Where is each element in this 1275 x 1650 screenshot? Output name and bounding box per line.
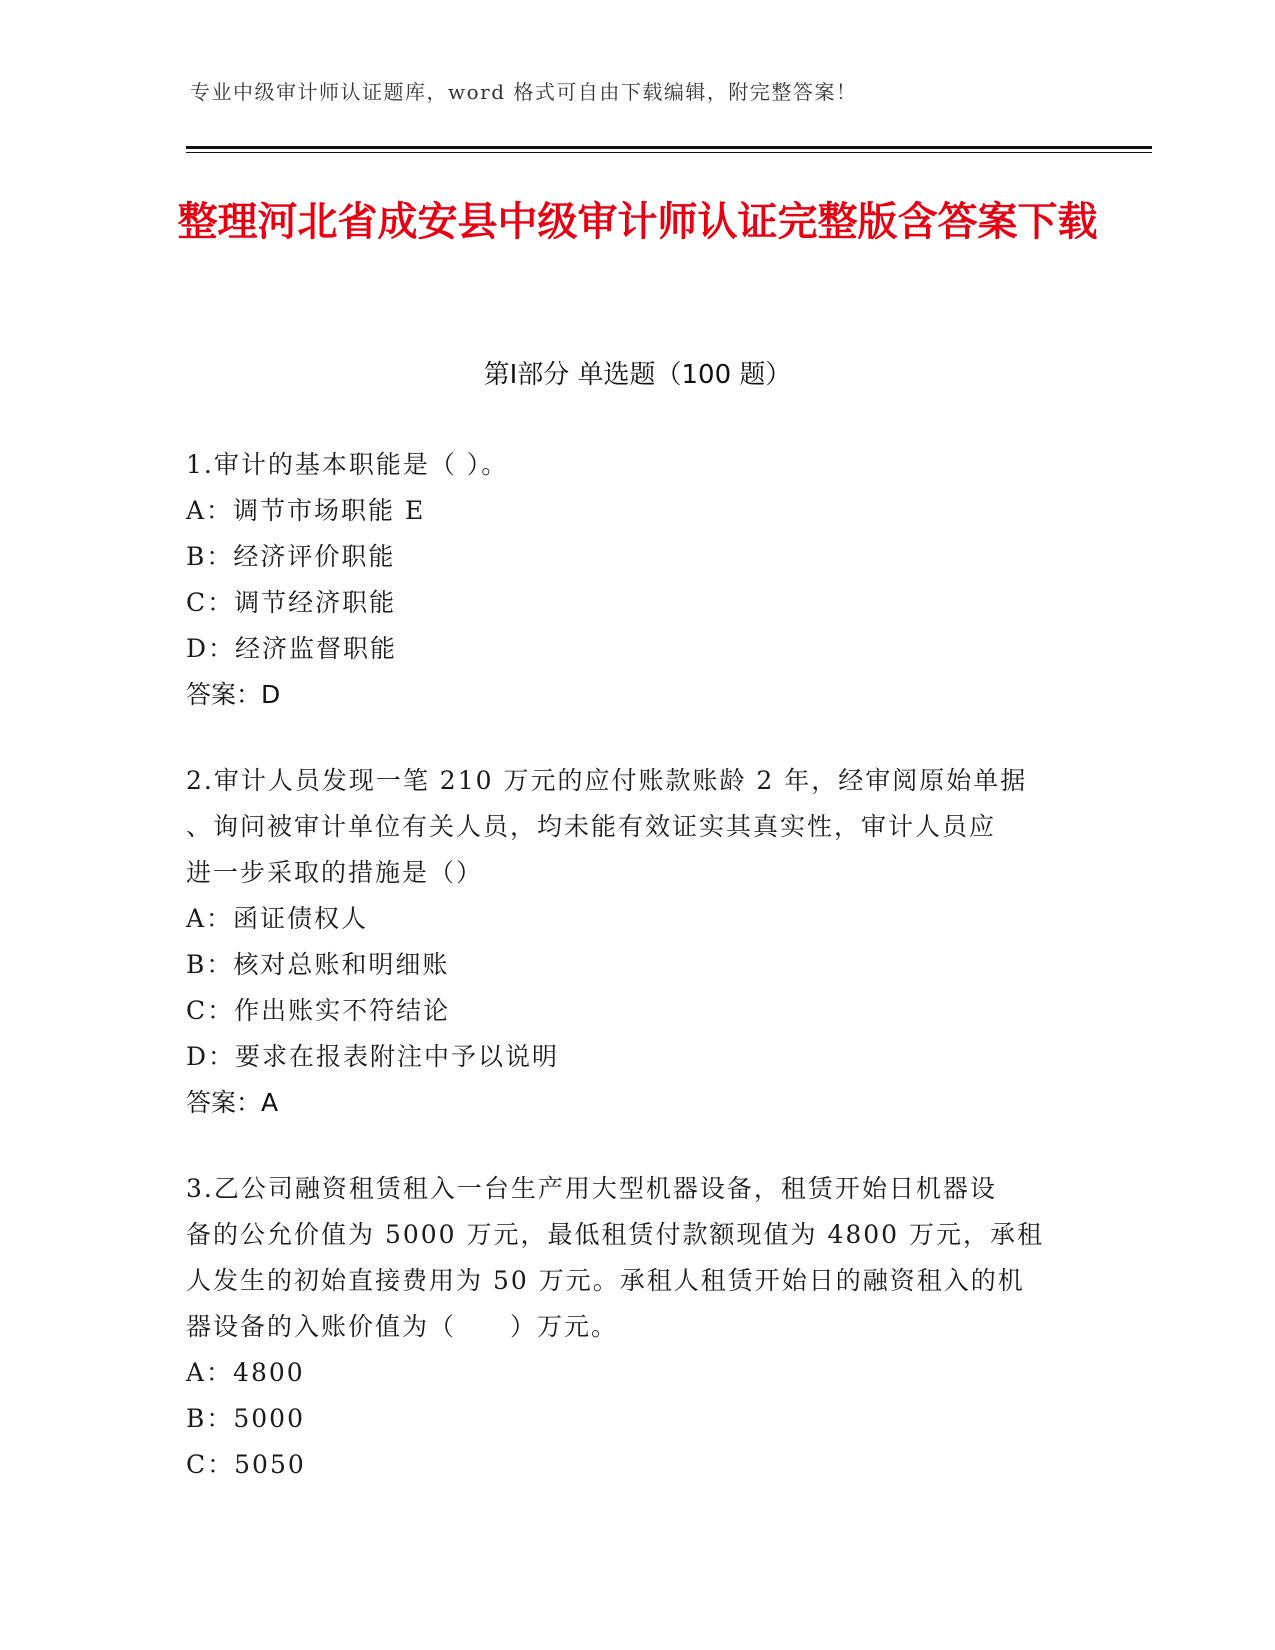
question-2 (186, 758, 1076, 1126)
question-stem: 器设备的入账价值为（ ）万元。 (186, 1312, 619, 1341)
option-a: A：函证债权人 (186, 904, 369, 933)
option-a: A：4800 (186, 1358, 305, 1387)
answer (186, 672, 1076, 718)
question-list (186, 442, 1076, 1528)
section-heading: 第Ⅰ部分 单选题（100 题） (483, 360, 792, 390)
option-b: B：经济评价职能 (186, 542, 396, 571)
question-stem: 1.审计的基本职能是（ ）。 (186, 450, 509, 479)
question-3 (186, 1166, 1076, 1488)
question-stem: 备的公允价值为 5000 万元，最低租赁付款额现值为 4800 万元，承租 (186, 1220, 1045, 1249)
option-c: C：作出账实不符结论 (186, 996, 451, 1025)
header-rule-thick (186, 146, 1152, 149)
question-stem: 进一步采取的措施是（） (186, 858, 484, 887)
header-note: 专业中级审计师认证题库，word 格式可自由下载编辑，附完整答案！ (190, 80, 858, 104)
answer-label: 答案： (186, 680, 262, 709)
option-a: A：调节市场职能 E (186, 496, 426, 525)
header-rule-thin (186, 152, 1152, 153)
option-d: D：要求在报表附注中予以说明 (186, 1042, 560, 1071)
question-stem: 3.乙公司融资租赁租入一台生产用大型机器设备，租赁开始日机器设 (186, 1174, 997, 1203)
option-c: C：调节经济职能 (186, 588, 397, 617)
document-title: 整理河北省成安县中级审计师认证完整版含答案下载 (177, 199, 1098, 245)
question-stem: 2.审计人员发现一笔 210 万元的应付账款账龄 2 年，经审阅原始单据 (186, 766, 1028, 795)
answer-label: 答案： (186, 1088, 262, 1117)
option-b: B：核对总账和明细账 (186, 950, 450, 979)
option-c: C：5050 (186, 1450, 306, 1479)
answer (186, 1080, 1076, 1126)
option-b: B：5000 (186, 1404, 305, 1433)
question-stem: 人发生的初始直接费用为 50 万元。承租人租赁开始日的融资租入的机 (186, 1266, 1025, 1295)
question-stem: 、询问被审计单位有关人员，均未能有效证实其真实性，审计人员应 (186, 812, 997, 841)
question-1 (186, 442, 1076, 718)
answer-value: D (261, 680, 281, 709)
option-d: D：经济监督职能 (186, 634, 398, 663)
answer-value: A (261, 1088, 279, 1117)
